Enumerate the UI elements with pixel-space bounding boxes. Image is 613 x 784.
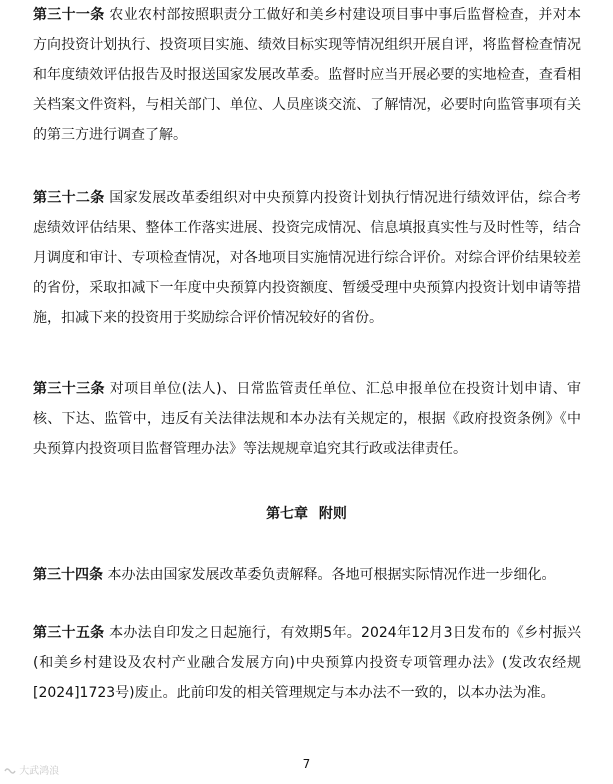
article-32-text: 国家发展改革委组织对中央预算内投资计划执行情况进行绩效评估，综合考虑绩效评估结果、整体工作落实进展、投资完成情况、信息填报真实性与及时性等，结合月调度和审计、专项检查情况，对各地项目实施情况进行综合评价。对综合评价结果较差的省份，采取扣减下一年度中央预算内投资额度、暂缓受理中央预算内投资计划申请等措施，扣减下来的投资用于奖励综合评价情况较好的省份。 [33, 190, 582, 326]
watermark [4, 765, 59, 779]
article-33-number: 第三十三条 [33, 381, 105, 397]
article-31-text: 农业农村部按照职责分工做好和美乡村建设项目事中事后监督检查，并对本方向投资计划执行、投资项目实施、绩效目标实现等情况组织开展自评，将监督检查情况和年度绩效评估报告及时报送国家发展改革委。监督时应当开展必要的实地检查，查看相关档案文件资料，与相关部门、单位、人员座谈交流、了解情况，必要时向监管事项有关的第三方进行调查了解。 [33, 7, 582, 143]
page-number: 7 [302, 757, 311, 771]
watermark-logo-icon [4, 766, 16, 776]
watermark-text: 大武鸿浪 [19, 766, 60, 777]
article-34-number: 第三十四条 [33, 567, 103, 583]
article-35 [33, 618, 581, 708]
article-35-text: 本办法自印发之日起施行，有效期5年。2024年12月3日发布的《乡村振兴(和美乡村建设及农村产业融合发展方向)中央预算内投资专项管理办法》(发改农经规[2024]1723号)废止。此前印发的相关管理规定与本办法不一致的，以本办法为准。 [33, 625, 581, 701]
chapter-heading: 第七章 附则 [266, 506, 347, 522]
article-31-number: 第三十一条 [33, 7, 105, 23]
article-34-text: 本办法由国家发展改革委负责解释。各地可根据实际情况作进一步细化。 [107, 567, 556, 583]
article-31 [33, 0, 581, 150]
article-33-text: 对项目单位(法人)、日常监管责任单位、汇总申报单位在投资计划申请、审核、下达、监管中，违反有关法律法规和本办法有关规定的，根据《政府投资条例》《中央预算内投资项目监督管理办法》等法规规章追究其行政或法律责任。 [33, 381, 581, 457]
article-32 [33, 183, 581, 333]
article-34 [33, 560, 581, 590]
article-32-number: 第三十二条 [33, 190, 105, 206]
article-35-number: 第三十五条 [33, 625, 105, 641]
article-33 [33, 374, 581, 464]
